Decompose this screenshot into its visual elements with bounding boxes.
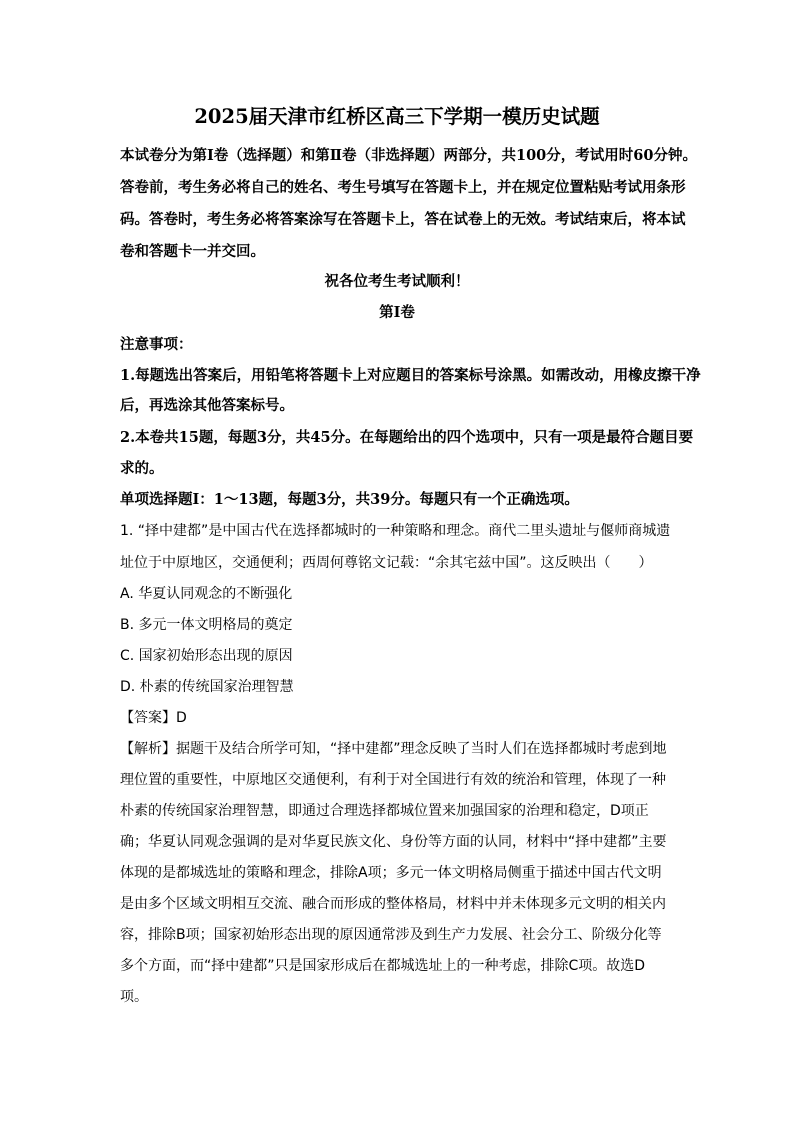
analysis-line-4: 确；华夏认同观念强调的是对华夏民族文化、身份等方面的认同，材料中“择中建都”主要 xyxy=(120,834,667,850)
analysis-line-9: 项。 xyxy=(120,989,148,1005)
note-line-2: 后，再选涂其他答案标号。 xyxy=(120,397,294,414)
analysis-line-5: 体现的是都城选址的策略和理念，排除A项；多元一体文明格局侧重于描述中国古代文明 xyxy=(120,865,662,881)
analysis-line-7: 容，排除B项；国家初始形态出现的原因通常涉及到生产力发展、社会分工、阶级分化等 xyxy=(120,927,662,943)
section-heading: 单项选择题Ⅰ：1～13题，每题3分，共39分。每题只有一个正确选项。 xyxy=(120,491,579,508)
analysis-line-6: 是由多个区域文明相互交流、融合而形成的整体格局，材料中并未体现多元文明的相关内 xyxy=(120,896,666,912)
analysis-line-8: 多个方面，而“择中建都”只是国家形成后在都城选址上的一种考虑，排除C项。故选D xyxy=(120,958,646,974)
intro-line-3: 码。答卷时，考生务必将答案涂写在答题卡上，答在试卷上的无效。考试结束后，将本试 xyxy=(120,211,686,228)
page-title: 2025届天津市红桥区高三下学期一模历史试题 xyxy=(194,105,600,128)
option-c: C. 国家初始形态出现的原因 xyxy=(120,648,293,664)
question-stem-line-1: 1. “择中建都”是中国古代在选择都城时的一种策略和理念。商代二里头遗址与偃师商城遗 xyxy=(120,523,671,539)
intro-line-4: 卷和答题卡一并交回。 xyxy=(120,243,265,260)
intro-line-1: 本试卷分为第Ⅰ卷（选择题）和第Ⅱ卷（非选择题）两部分，共100分，考试用时60分钟。 xyxy=(120,147,697,164)
question-stem-line-2: 址位于中原地区，交通便利；西周何尊铭文记载：“余其宅兹中国”。这反映出（ ） xyxy=(120,555,653,571)
notes-heading: 注意事项： xyxy=(120,336,193,353)
option-a: A. 华夏认同观念的不断强化 xyxy=(120,586,293,602)
option-b: B. 多元一体文明格局的奠定 xyxy=(120,617,293,633)
part-heading: 第Ⅰ卷 xyxy=(379,304,415,321)
analysis-line-1: 【解析】据题干及结合所学可知，“择中建都”理念反映了当时人们在选择都城时考虑到地 xyxy=(120,741,667,757)
intro-line-2: 答卷前，考生务必将自己的姓名、考生号填写在答题卡上，并在规定位置粘贴考试用条形 xyxy=(120,179,686,196)
good-luck-text: 祝各位考生考试顺利！ xyxy=(324,273,470,290)
note-line-4: 求的。 xyxy=(120,460,164,477)
analysis-line-3: 朴素的传统国家治理智慧，即通过合理选择都城位置来加强国家的治理和稳定，D项正 xyxy=(120,803,649,819)
note-line-3: 2.本卷共15题，每题3分，共45分。在每题给出的四个选项中，只有一项是最符合题目要 xyxy=(120,429,694,446)
option-d: D. 朴素的传统国家治理智慧 xyxy=(120,679,294,695)
note-line-1: 1.每题选出答案后，用铅笔将答题卡上对应题目的答案标号涂黑。如需改动，用橡皮擦干净 xyxy=(120,367,701,384)
analysis-line-2: 理位置的重要性，中原地区交通便利，有利于对全国进行有效的统治和管理，体现了一种 xyxy=(120,772,666,788)
answer-text: 【答案】D xyxy=(120,710,187,726)
